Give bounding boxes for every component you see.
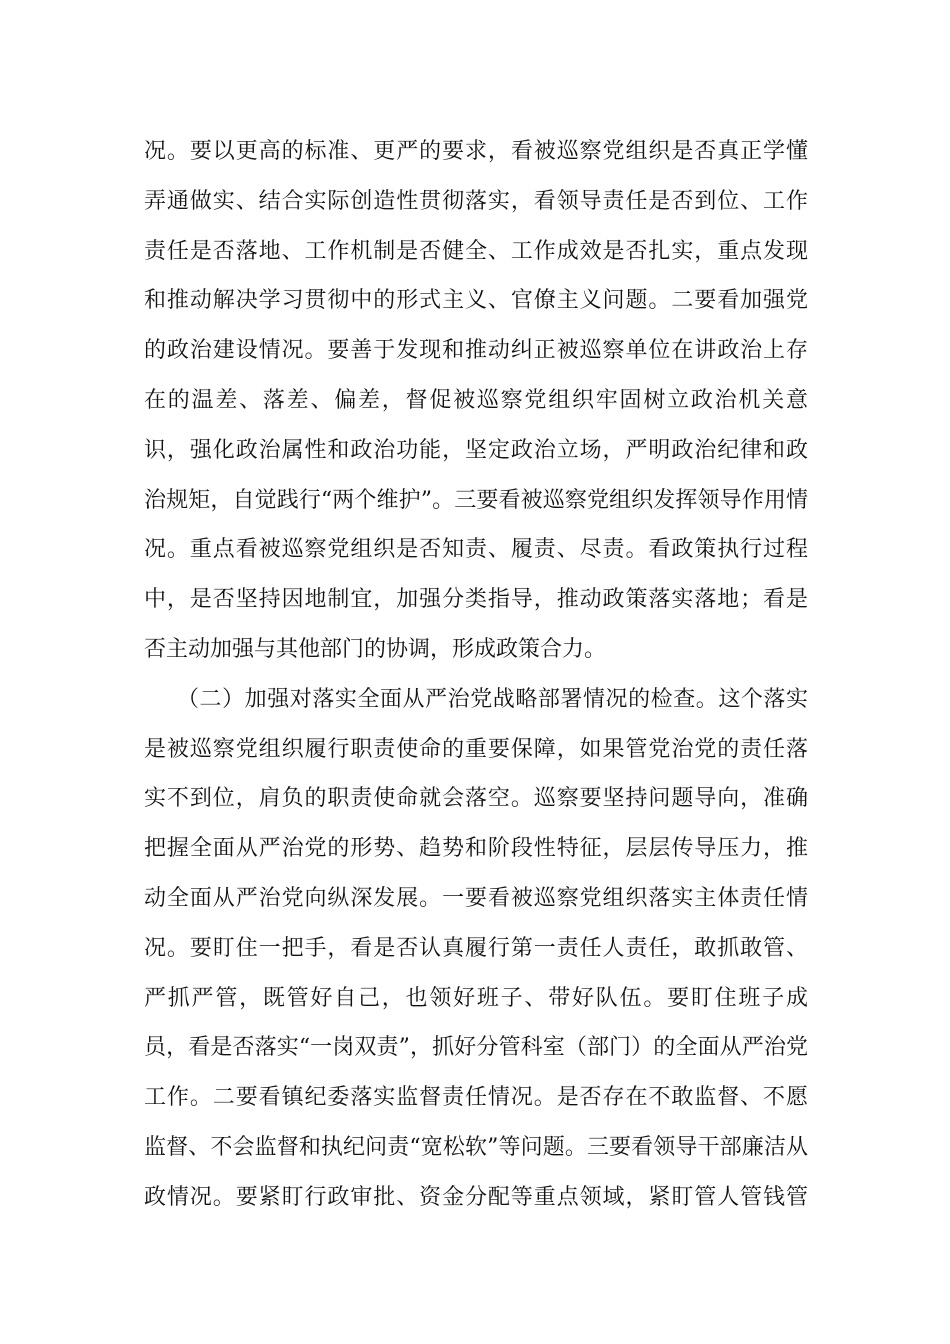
text-line: 实不到位，肩负的职责使命就会落空。巡察要坚持问题导向，准确 — [144, 786, 808, 812]
text-line: 责任是否落地、工作机制是否健全、工作成效是否扎实，重点发现 — [144, 238, 808, 264]
text-line: 严抓严管，既管好自己，也领好班子、带好队伍。要盯住班子成 — [144, 985, 808, 1011]
text-line: 是被巡察党组织履行职责使命的重要保障，如果管党治党的责任落 — [144, 736, 808, 762]
text-line: 弄通做实、结合实际创造性贯彻落实，看领导责任是否到位、工作 — [144, 188, 808, 214]
text-line: 的政治建设情况。要善于发现和推动纠正被巡察单位在讲政治上存 — [144, 338, 808, 364]
text-line: 况。要以更高的标准、更严的要求，看被巡察党组织是否真正学懂 — [144, 139, 808, 164]
text-line: 况。重点看被巡察党组织是否知责、履责、尽责。看政策执行过程 — [144, 537, 808, 563]
text-line: 监督、不会监督和执纪问责“宽松软”等问题。三要看领导干部廉洁从 — [144, 1134, 808, 1160]
text-line: 治规矩，自觉践行“两个维护”。三要看被巡察党组织发挥领导作用情 — [144, 487, 808, 513]
text-line: 中，是否坚持因地制宜，加强分类指导，推动政策落实落地；看是 — [144, 587, 808, 613]
text-line: 在的温差、落差、偏差，督促被巡察党组织牢固树立政治机关意 — [144, 387, 808, 413]
text-line: 员，看是否落实“一岗双责”，抓好分管科室（部门）的全面从严治党 — [144, 1035, 808, 1061]
text-line: （二）加强对落实全面从严治党战略部署情况的检查。这个落实 — [177, 686, 808, 712]
text-line: 和推动解决学习贯彻中的形式主义、官僚主义问题。二要看加强党 — [144, 288, 808, 314]
text-line: 况。要盯住一把手，看是否认真履行第一责任人责任，敢抓敢管、 — [144, 935, 808, 961]
document-body — [144, 127, 808, 1223]
text-line: 把握全面从严治党的形势、趋势和阶段性特征，层层传导压力，推 — [144, 836, 808, 862]
text-line: 政情况。要紧盯行政审批、资金分配等重点领域，紧盯管人管钱管 — [144, 1184, 808, 1210]
text-line: 工作。二要看镇纪委落实监督责任情况。是否存在不敢监督、不愿 — [144, 1085, 808, 1111]
text-line: 否主动加强与其他部门的协调，形成政策合力。 — [144, 636, 607, 662]
paragraph-2 — [144, 675, 808, 1223]
text-line: 动全面从严治党向纵深发展。一要看被巡察党组织落实主体责任情 — [144, 885, 808, 911]
paragraph-1 — [144, 127, 808, 675]
text-line: 识，强化政治属性和政治功能，坚定政治立场，严明政治纪律和政 — [144, 437, 808, 463]
